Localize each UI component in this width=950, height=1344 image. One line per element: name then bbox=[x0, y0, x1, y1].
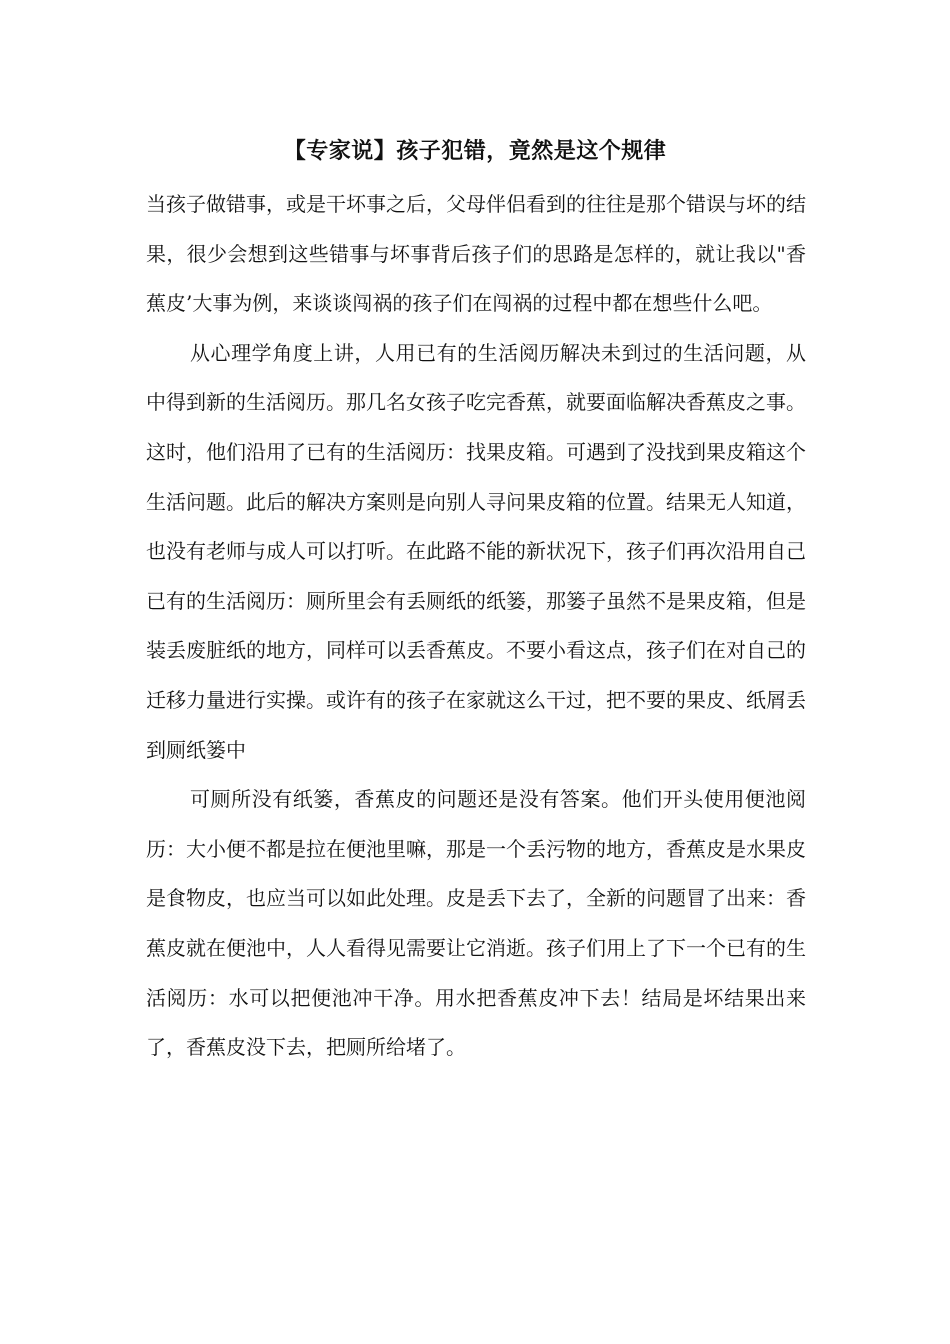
paragraph-toilet: 可厕所没有纸篓，香蕉皮的问题还是没有答案。他们开头使用便池阅历：大小便不都是拉在便池里嘛，那是一个丢污物的地方，香蕉皮是水果皮是食物皮，也应当可以如此处理。皮是丢下去了，全新的问题冒了出来：香蕉皮就在便池中，人人看得见需要让它消逝。孩子们用上了下一个已有的生活阅历：水可以把便池冲干净。用水把香蕉皮冲下去！结局是坏结果出来了，香蕉皮没下去，把厕所给堵了。 bbox=[146, 787, 806, 1060]
article-body bbox=[146, 180, 806, 1073]
page-title: 【专家说】孩子犯错，竟然是这个规律 bbox=[283, 138, 667, 164]
paragraph-psychology: 从心理学角度上讲，人用已有的生活阅历解决未到过的生活问题，从中得到新的生活阅历。那几名女孩子吃完香蕉，就要面临解决香蕉皮之事。这时，他们沿用了已有的生活阅历：找果皮箱。可遇到了没找到果皮箱这个生活问题。此后的解决方案则是向别人寻问果皮箱的位置。结果无人知道，也没有老师与成人可以打听。在此路不能的新状况下，孩子们再次沿用自己已有的生活阅历：厕所里会有丢厕纸的纸篓，那篓子虽然不是果皮箱，但是装丢废脏纸的地方，同样可以丢香蕉皮。不要小看这点，孩子们在对自己的迁移力量进行实操。或许有的孩子在家就这么干过，把不要的果皮、纸屑丢到厕纸篓中 bbox=[146, 340, 806, 762]
paragraph-intro: 当孩子做错事，或是干坏事之后，父母伴侣看到的往往是那个错误与坏的结果，很少会想到这些错事与坏事背后孩子们的思路是怎样的，就让我以"香蕉皮’大事为例，来谈谈闯祸的孩子们在闯祸的过程中都在想些什么吧。 bbox=[146, 192, 806, 316]
